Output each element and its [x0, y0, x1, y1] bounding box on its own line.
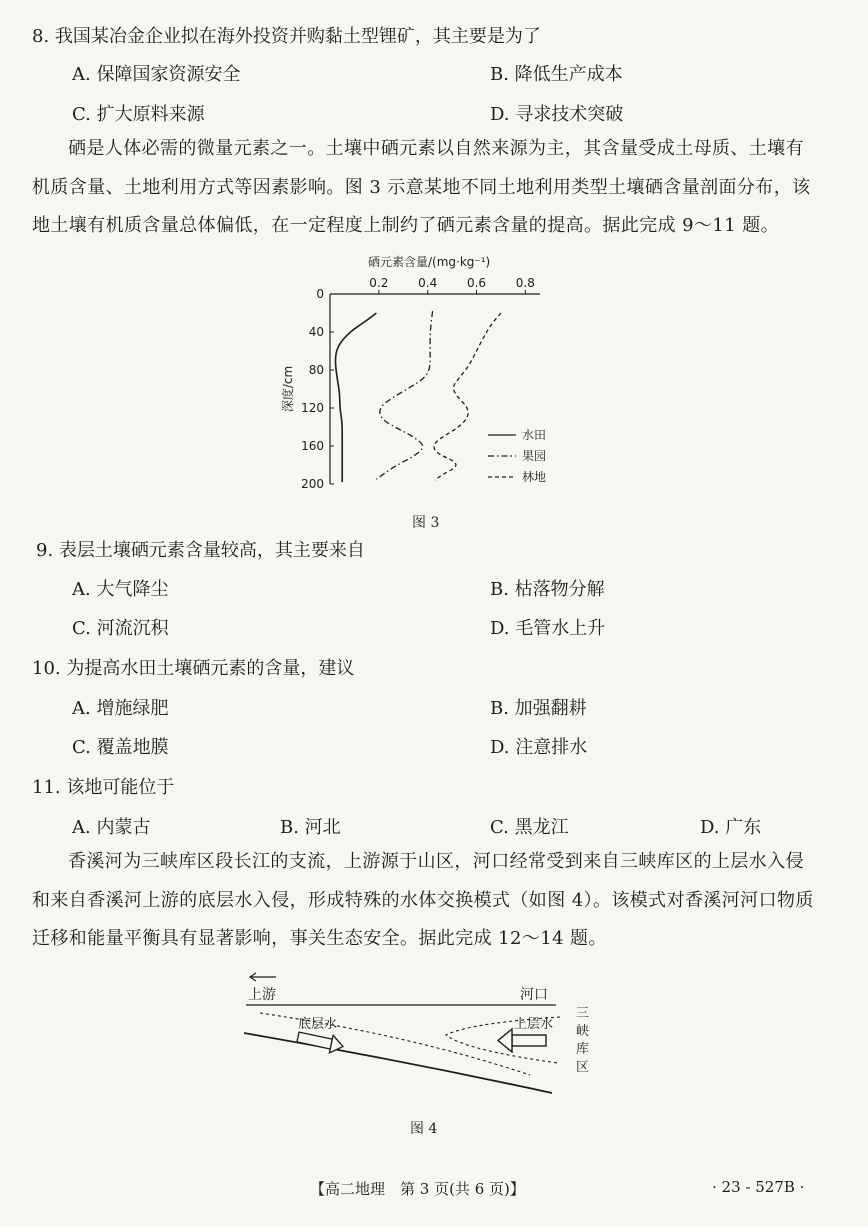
legend-label-2: 果园 [522, 449, 547, 463]
reservoir-label-char-2: 峡 [576, 1024, 590, 1039]
y-tick-label: 160 [301, 439, 324, 453]
legend-label-3: 林地 [522, 470, 547, 484]
question-8-option-b[interactable]: B. 降低生产成本 [490, 64, 623, 85]
question-8-stem: 8. 我国某冶金企业拟在海外投资并购黏土型锂矿，其主要是为了 [32, 26, 541, 47]
upstream-label: 上游 [248, 987, 276, 1003]
figure-4-caption: 图 4 [410, 1121, 438, 1137]
x-tick-label: 0.2 [369, 276, 389, 290]
legend-label-1: 水田 [522, 428, 547, 442]
question-9-option-a[interactable]: A. 大气降尘 [72, 579, 169, 600]
x-tick-label: 0.6 [466, 276, 487, 290]
reservoir-label-char-1: 三 [576, 1006, 590, 1021]
question-10-option-b[interactable]: B. 加强翻耕 [490, 698, 587, 719]
question-8-option-a[interactable]: A. 保障国家资源安全 [72, 64, 241, 85]
question-10-option-d[interactable]: D. 注意排水 [490, 737, 588, 758]
y-tick-label: 80 [308, 363, 324, 377]
y-tick-label: 200 [301, 477, 324, 491]
bottom-water-label: 底层水 [298, 1017, 338, 1032]
upper-water-label: 上层水 [514, 1017, 554, 1032]
reservoir-label-char-4: 区 [576, 1060, 590, 1075]
figure-4-water-exchange-diagram [240, 965, 610, 1110]
question-9-option-c[interactable]: C. 河流沉积 [72, 618, 169, 639]
river-mouth-label: 河口 [520, 987, 548, 1003]
series-line-1 [335, 313, 376, 482]
question-11-option-d[interactable]: D. 广东 [700, 817, 762, 838]
footer-exam-code: · 23 - 527B · [712, 1178, 805, 1196]
question-9-option-b[interactable]: B. 枯落物分解 [490, 579, 605, 600]
x-tick-label: 0.4 [418, 276, 438, 290]
xiangxi-river-intro-paragraph: 香溪河为三峡库区段长江的支流，上游源于山区，河口经常受到来自三峡库区的上层水入侵和来自香溪河上游的底层水入侵，形成特殊的水体交换模式（如图 4）。该模式对香溪河河口物质迁移和能量平衡具有显著影响，事关生态安全。据此完成 12～14 题。 [32, 851, 814, 949]
question-9-option-d[interactable]: D. 毛管水上升 [490, 618, 606, 639]
y-tick-label: 40 [308, 325, 324, 339]
question-8-option-d[interactable]: D. 寻求技术突破 [490, 104, 624, 125]
bottom-water-arrow [296, 1028, 345, 1055]
question-10-stem: 10. 为提高水田土壤硒元素的含量，建议 [32, 658, 355, 679]
question-10-option-a[interactable]: A. 增施绿肥 [72, 698, 169, 719]
y-axis-label: 深度/cm [281, 365, 295, 413]
question-10-option-c[interactable]: C. 覆盖地膜 [72, 737, 169, 758]
figure-3-caption: 图 3 [412, 515, 440, 531]
figure-3-selenium-chart [260, 250, 590, 510]
x-tick-label: 0.8 [515, 276, 535, 290]
question-8-option-c[interactable]: C. 扩大原料来源 [72, 104, 205, 125]
y-tick-label: 120 [301, 401, 324, 415]
y-tick-label: 0 [316, 287, 324, 301]
series-line-3 [434, 313, 501, 480]
selenium-intro-paragraph: 硒是人体必需的微量元素之一。土壤中硒元素以自然来源为主，其含量受成土母质、土壤有机质含量、土地利用方式等因素影响。图 3 示意某地不同土地利用类型土壤硒含量剖面分布，该地土壤有机质含量总体偏低，在一定程度上制约了硒元素含量的提高。据此完成 9～11 题。 [32, 138, 811, 236]
series-line-2 [376, 311, 432, 479]
question-9-stem: 9. 表层土壤硒元素含量较高，其主要来自 [36, 540, 365, 561]
question-11-option-b[interactable]: B. 河北 [280, 817, 341, 838]
question-11-option-c[interactable]: C. 黑龙江 [490, 817, 569, 838]
question-11-stem: 11. 该地可能位于 [32, 777, 175, 798]
x-axis-label: 硒元素含量/(mg·kg⁻¹) [368, 255, 491, 269]
reservoir-label-char-3: 库 [576, 1042, 590, 1057]
footer-page-info: 【高二地理 第 3 页(共 6 页)】 [310, 1180, 525, 1198]
question-11-option-a[interactable]: A. 内蒙古 [72, 817, 151, 838]
upper-water-arrow [498, 1029, 546, 1052]
